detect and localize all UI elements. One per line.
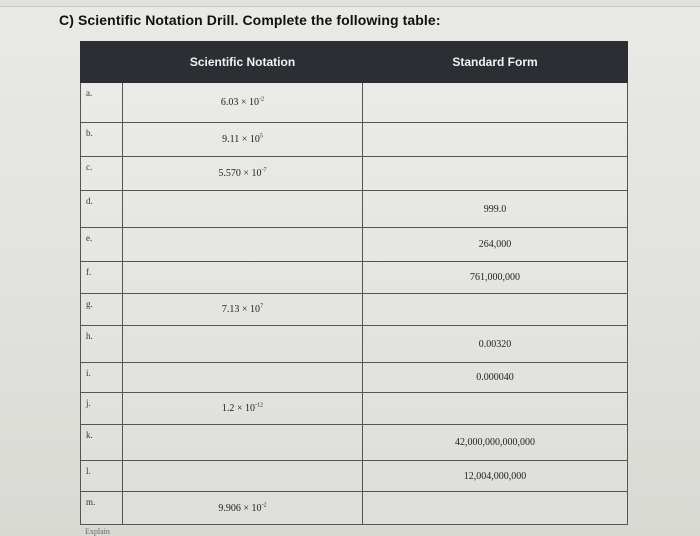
row-letter: l. [81,461,123,492]
scientific-exponent: -12 [255,402,264,409]
scientific-notation-cell [123,393,363,425]
scientific-exponent: -2 [259,96,265,103]
standard-form-cell[interactable] [363,294,628,326]
table-row [81,157,628,191]
scientific-mantissa: 6.03 × 10 [220,97,260,108]
row-letter: i. [81,363,123,393]
header-standard-form: Standard Form [363,42,628,83]
table-row [81,262,628,294]
scientific-exponent: -2 [261,502,267,509]
standard-form-cell[interactable] [363,123,628,157]
scientific-mantissa: 5.570 × 10 [218,168,262,179]
row-letter: d. [81,191,123,228]
scientific-notation-cell[interactable] [123,425,363,461]
scientific-exponent: 5 [259,133,263,140]
row-letter: a. [81,83,123,123]
row-letter: k. [81,425,123,461]
scientific-notation-cell [123,123,363,157]
standard-form-cell[interactable] [363,157,628,191]
standard-form-value: 12,004,000,000 [463,470,527,482]
scientific-mantissa: 9.11 × 10 [222,134,260,145]
standard-form-cell[interactable] [363,393,628,425]
standard-form-cell[interactable] [363,83,628,123]
standard-form-cell[interactable] [363,492,628,525]
page-top-edge [0,0,700,7]
table-row [81,294,628,326]
row-letter: j. [81,393,123,425]
standard-form-value: 0.000040 [476,372,514,383]
scientific-notation-cell[interactable] [123,461,363,492]
table-row [81,123,628,157]
header-letter-cell [81,42,123,83]
row-letter: g. [81,294,123,326]
table-row [81,492,628,525]
table-header-row [81,42,628,83]
table-row [81,83,628,123]
scientific-mantissa: 7.13 × 10 [221,304,261,315]
scientific-notation-cell [123,294,363,326]
row-letter: e. [81,228,123,262]
table-row [81,228,628,262]
table-row [81,393,628,425]
standard-form-cell [363,425,628,461]
explain-prompt-cutoff: Explain [85,527,110,536]
scientific-notation-cell[interactable] [123,228,363,262]
notation-table [80,41,628,525]
row-letter: h. [81,326,123,363]
table-row [81,326,628,363]
row-letter: c. [81,157,123,191]
standard-form-cell [363,228,628,262]
scientific-exponent: 7 [260,303,264,310]
scientific-mantissa: 9.906 × 10 [218,502,262,514]
standard-form-value: 42,000,000,000,000 [455,437,535,448]
scientific-notation-cell[interactable] [123,262,363,294]
table-row [81,461,628,492]
scientific-exponent: -7 [261,167,267,174]
scientific-notation-cell[interactable] [123,363,363,393]
table-row [81,425,628,461]
standard-form-value: 0.00320 [478,338,512,350]
header-scientific-notation: Scientific Notation [123,42,363,83]
standard-form-cell [363,262,628,294]
standard-form-cell [363,326,628,363]
scientific-mantissa: 1.2 × 10 [221,403,256,414]
table-body [81,83,628,525]
standard-form-cell [363,363,628,393]
scientific-notation-cell[interactable] [123,326,363,363]
section-heading: C) Scientific Notation Drill. Complete the following table: [59,12,441,28]
scientific-notation-cell [123,492,363,525]
standard-form-value: 761,000,000 [470,272,520,283]
scientific-notation-cell[interactable] [123,191,363,228]
standard-form-value: 999.0 [483,203,507,215]
row-letter: b. [81,123,123,157]
scientific-notation-cell [123,157,363,191]
table-row [81,363,628,393]
standard-form-value: 264,000 [478,239,512,250]
row-letter: f. [81,262,123,294]
row-letter: m. [81,492,123,525]
standard-form-cell [363,461,628,492]
scientific-notation-cell [123,83,363,123]
standard-form-cell [363,191,628,228]
table-row [81,191,628,228]
